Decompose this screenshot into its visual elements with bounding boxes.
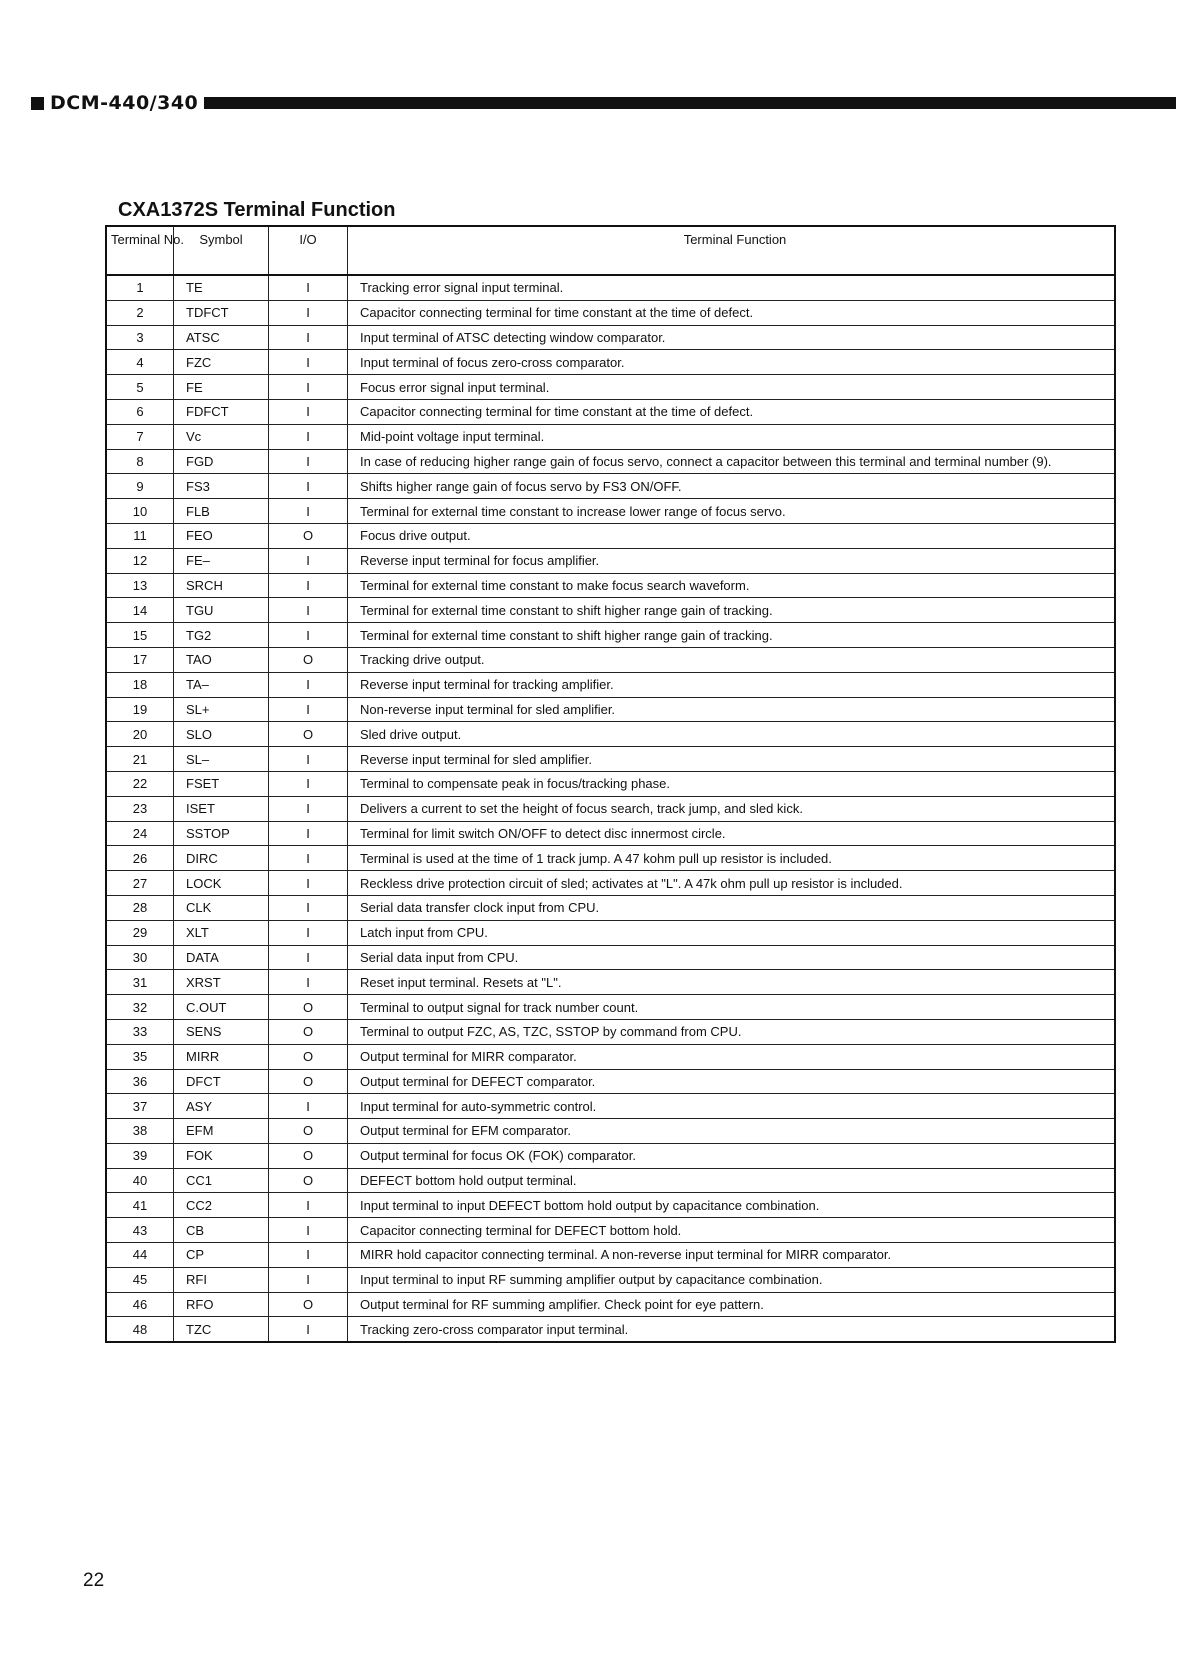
table-row — [106, 895, 1115, 920]
cell-function: Shifts higher range gain of focus servo by FS3 ON/OFF. — [348, 474, 1116, 499]
cell-io: O — [269, 722, 348, 747]
cell-terminal-no: 9 — [106, 474, 174, 499]
terminal-function-table — [105, 225, 1116, 1343]
table-row — [106, 1218, 1115, 1243]
cell-function: Mid-point voltage input terminal. — [348, 424, 1116, 449]
cell-function: Output terminal for RF summing amplifier. Check point for eye pattern. — [348, 1292, 1116, 1317]
cell-io: I — [269, 1218, 348, 1243]
cell-symbol: EFM — [174, 1119, 269, 1144]
cell-function: Output terminal for MIRR comparator. — [348, 1044, 1116, 1069]
table-row — [106, 275, 1115, 300]
table-row — [106, 920, 1115, 945]
table-row — [106, 1119, 1115, 1144]
cell-io: I — [269, 1317, 348, 1342]
cell-io: I — [269, 548, 348, 573]
column-header-function: Terminal Function — [348, 226, 1116, 275]
cell-symbol: LOCK — [174, 871, 269, 896]
cell-terminal-no: 10 — [106, 499, 174, 524]
cell-io: O — [269, 995, 348, 1020]
cell-io: O — [269, 1019, 348, 1044]
cell-io: I — [269, 399, 348, 424]
cell-io: I — [269, 970, 348, 995]
cell-terminal-no: 18 — [106, 672, 174, 697]
cell-terminal-no: 41 — [106, 1193, 174, 1218]
cell-symbol: CLK — [174, 895, 269, 920]
table-row — [106, 523, 1115, 548]
cell-terminal-no: 46 — [106, 1292, 174, 1317]
cell-io: O — [269, 1168, 348, 1193]
cell-function: Terminal for external time constant to make focus search waveform. — [348, 573, 1116, 598]
table-row — [106, 375, 1115, 400]
table-row — [106, 995, 1115, 1020]
table-row — [106, 1193, 1115, 1218]
cell-function: Delivers a current to set the height of focus search, track jump, and sled kick. — [348, 796, 1116, 821]
cell-io: I — [269, 1193, 348, 1218]
cell-symbol: FGD — [174, 449, 269, 474]
cell-function: Reckless drive protection circuit of sled; activates at "L". A 47k ohm pull up resistor is included. — [348, 871, 1116, 896]
table-row — [106, 1267, 1115, 1292]
table-row — [106, 424, 1115, 449]
cell-terminal-no: 38 — [106, 1119, 174, 1144]
cell-terminal-no: 32 — [106, 995, 174, 1020]
cell-symbol: TGU — [174, 598, 269, 623]
cell-terminal-no: 28 — [106, 895, 174, 920]
cell-terminal-no: 13 — [106, 573, 174, 598]
cell-terminal-no: 21 — [106, 747, 174, 772]
cell-io: I — [269, 499, 348, 524]
cell-io: I — [269, 871, 348, 896]
cell-function: Terminal for external time constant to shift higher range gain of tracking. — [348, 623, 1116, 648]
cell-terminal-no: 8 — [106, 449, 174, 474]
cell-function: Output terminal for EFM comparator. — [348, 1119, 1116, 1144]
table-row — [106, 548, 1115, 573]
cell-function: Terminal for external time constant to shift higher range gain of tracking. — [348, 598, 1116, 623]
table-row — [106, 499, 1115, 524]
cell-terminal-no: 14 — [106, 598, 174, 623]
cell-terminal-no: 20 — [106, 722, 174, 747]
cell-function: Serial data input from CPU. — [348, 945, 1116, 970]
cell-io: I — [269, 846, 348, 871]
cell-terminal-no: 39 — [106, 1143, 174, 1168]
cell-symbol: SSTOP — [174, 821, 269, 846]
cell-terminal-no: 35 — [106, 1044, 174, 1069]
cell-terminal-no: 29 — [106, 920, 174, 945]
table-row — [106, 846, 1115, 871]
cell-symbol: FEO — [174, 523, 269, 548]
cell-function: Terminal to compensate peak in focus/tracking phase. — [348, 771, 1116, 796]
cell-io: I — [269, 895, 348, 920]
cell-symbol: TA– — [174, 672, 269, 697]
cell-terminal-no: 45 — [106, 1267, 174, 1292]
cell-terminal-no: 7 — [106, 424, 174, 449]
cell-io: I — [269, 350, 348, 375]
cell-terminal-no: 30 — [106, 945, 174, 970]
cell-terminal-no: 6 — [106, 399, 174, 424]
cell-function: Tracking drive output. — [348, 647, 1116, 672]
cell-function: Reverse input terminal for sled amplifier. — [348, 747, 1116, 772]
cell-symbol: FE — [174, 375, 269, 400]
cell-symbol: FE– — [174, 548, 269, 573]
table-row — [106, 796, 1115, 821]
cell-function: Capacitor connecting terminal for time constant at the time of defect. — [348, 300, 1116, 325]
cell-symbol: TG2 — [174, 623, 269, 648]
table-header-row — [106, 226, 1115, 275]
cell-function: Reverse input terminal for tracking amplifier. — [348, 672, 1116, 697]
cell-terminal-no: 40 — [106, 1168, 174, 1193]
cell-symbol: TE — [174, 275, 269, 300]
cell-function: Focus drive output. — [348, 523, 1116, 548]
cell-function: Terminal for limit switch ON/OFF to detect disc innermost circle. — [348, 821, 1116, 846]
cell-symbol: FDFCT — [174, 399, 269, 424]
cell-symbol: FLB — [174, 499, 269, 524]
cell-io: O — [269, 647, 348, 672]
table-row — [106, 945, 1115, 970]
table-row — [106, 350, 1115, 375]
cell-function: Input terminal to input DEFECT bottom hold output by capacitance combination. — [348, 1193, 1116, 1218]
table-row — [106, 598, 1115, 623]
cell-io: I — [269, 598, 348, 623]
cell-symbol: ASY — [174, 1094, 269, 1119]
cell-symbol: TAO — [174, 647, 269, 672]
cell-symbol: DFCT — [174, 1069, 269, 1094]
table-row — [106, 697, 1115, 722]
cell-terminal-no: 2 — [106, 300, 174, 325]
cell-symbol: SENS — [174, 1019, 269, 1044]
cell-io: I — [269, 474, 348, 499]
cell-symbol: CC1 — [174, 1168, 269, 1193]
cell-io: I — [269, 821, 348, 846]
cell-function: Input terminal of ATSC detecting window comparator. — [348, 325, 1116, 350]
table-row — [106, 1292, 1115, 1317]
cell-function: DEFECT bottom hold output terminal. — [348, 1168, 1116, 1193]
cell-symbol: SL– — [174, 747, 269, 772]
table-row — [106, 1069, 1115, 1094]
cell-terminal-no: 19 — [106, 697, 174, 722]
cell-function: Serial data transfer clock input from CPU. — [348, 895, 1116, 920]
table-row — [106, 722, 1115, 747]
header-square-marker — [31, 97, 44, 110]
cell-function: MIRR hold capacitor connecting terminal. A non-reverse input terminal for MIRR comparator. — [348, 1243, 1116, 1268]
table-row — [106, 647, 1115, 672]
cell-io: I — [269, 275, 348, 300]
table-row — [106, 325, 1115, 350]
table-row — [106, 1168, 1115, 1193]
cell-terminal-no: 23 — [106, 796, 174, 821]
page-header — [31, 92, 1176, 114]
cell-io: O — [269, 1143, 348, 1168]
table-row — [106, 672, 1115, 697]
cell-terminal-no: 33 — [106, 1019, 174, 1044]
page-number: 22 — [83, 1570, 105, 1591]
table-row — [106, 623, 1115, 648]
cell-symbol: XRST — [174, 970, 269, 995]
cell-function: Reset input terminal. Resets at "L". — [348, 970, 1116, 995]
cell-io: I — [269, 424, 348, 449]
cell-function: Terminal for external time constant to increase lower range of focus servo. — [348, 499, 1116, 524]
cell-io: I — [269, 325, 348, 350]
cell-terminal-no: 27 — [106, 871, 174, 896]
table-row — [106, 1044, 1115, 1069]
cell-terminal-no: 44 — [106, 1243, 174, 1268]
header-model-name: DCM-440/340 — [50, 91, 199, 114]
table-row — [106, 300, 1115, 325]
cell-terminal-no: 17 — [106, 647, 174, 672]
cell-symbol: DIRC — [174, 846, 269, 871]
cell-io: I — [269, 375, 348, 400]
table-body — [106, 275, 1115, 1342]
cell-symbol: ATSC — [174, 325, 269, 350]
table-row — [106, 747, 1115, 772]
cell-symbol: RFO — [174, 1292, 269, 1317]
cell-terminal-no: 24 — [106, 821, 174, 846]
cell-io: O — [269, 1119, 348, 1144]
cell-function: Input terminal for auto-symmetric control. — [348, 1094, 1116, 1119]
cell-function: Output terminal for DEFECT comparator. — [348, 1069, 1116, 1094]
cell-function: Latch input from CPU. — [348, 920, 1116, 945]
cell-io: I — [269, 672, 348, 697]
cell-io: I — [269, 573, 348, 598]
table-row — [106, 1317, 1115, 1342]
cell-function: Input terminal of focus zero-cross comparator. — [348, 350, 1116, 375]
cell-io: I — [269, 1094, 348, 1119]
table-title: CXA1372S Terminal Function — [118, 199, 396, 221]
cell-symbol: FOK — [174, 1143, 269, 1168]
cell-function: In case of reducing higher range gain of focus servo, connect a capacitor between this terminal and terminal number (9). — [348, 449, 1116, 474]
cell-io: I — [269, 945, 348, 970]
cell-symbol: FZC — [174, 350, 269, 375]
cell-function: Terminal to output FZC, AS, TZC, SSTOP by command from CPU. — [348, 1019, 1116, 1044]
column-header-symbol: Symbol — [174, 226, 269, 275]
cell-io: I — [269, 920, 348, 945]
cell-symbol: CC2 — [174, 1193, 269, 1218]
table-row — [106, 399, 1115, 424]
cell-function: Non-reverse input terminal for sled amplifier. — [348, 697, 1116, 722]
table-row — [106, 449, 1115, 474]
cell-symbol: ISET — [174, 796, 269, 821]
cell-symbol: SLO — [174, 722, 269, 747]
cell-function: Tracking error signal input terminal. — [348, 275, 1116, 300]
cell-symbol: FS3 — [174, 474, 269, 499]
cell-symbol: RFI — [174, 1267, 269, 1292]
cell-io: I — [269, 300, 348, 325]
cell-function: Output terminal for focus OK (FOK) comparator. — [348, 1143, 1116, 1168]
cell-io: I — [269, 449, 348, 474]
cell-function: Capacitor connecting terminal for DEFECT bottom hold. — [348, 1218, 1116, 1243]
cell-symbol: XLT — [174, 920, 269, 945]
cell-terminal-no: 5 — [106, 375, 174, 400]
cell-io: I — [269, 697, 348, 722]
cell-terminal-no: 22 — [106, 771, 174, 796]
cell-terminal-no: 15 — [106, 623, 174, 648]
cell-symbol: CB — [174, 1218, 269, 1243]
table-row — [106, 1243, 1115, 1268]
cell-io: I — [269, 747, 348, 772]
cell-symbol: FSET — [174, 771, 269, 796]
table-row — [106, 1019, 1115, 1044]
column-header-terminal: Terminal No. — [106, 226, 174, 275]
cell-terminal-no: 48 — [106, 1317, 174, 1342]
cell-terminal-no: 36 — [106, 1069, 174, 1094]
cell-function: Capacitor connecting terminal for time constant at the time of defect. — [348, 399, 1116, 424]
cell-terminal-no: 1 — [106, 275, 174, 300]
cell-terminal-no: 26 — [106, 846, 174, 871]
table-row — [106, 573, 1115, 598]
cell-io: O — [269, 1044, 348, 1069]
cell-symbol: Vc — [174, 424, 269, 449]
cell-symbol: SRCH — [174, 573, 269, 598]
cell-io: I — [269, 1243, 348, 1268]
cell-function: Terminal to output signal for track number count. — [348, 995, 1116, 1020]
cell-symbol: C.OUT — [174, 995, 269, 1020]
cell-terminal-no: 43 — [106, 1218, 174, 1243]
table-row — [106, 474, 1115, 499]
cell-io: I — [269, 796, 348, 821]
cell-io: O — [269, 1069, 348, 1094]
column-header-io: I/O — [269, 226, 348, 275]
cell-io: I — [269, 623, 348, 648]
cell-terminal-no: 12 — [106, 548, 174, 573]
table-row — [106, 1143, 1115, 1168]
cell-terminal-no: 4 — [106, 350, 174, 375]
cell-terminal-no: 37 — [106, 1094, 174, 1119]
cell-symbol: TDFCT — [174, 300, 269, 325]
table-row — [106, 821, 1115, 846]
cell-io: O — [269, 523, 348, 548]
cell-function: Input terminal to input RF summing amplifier output by capacitance combination. — [348, 1267, 1116, 1292]
cell-symbol: MIRR — [174, 1044, 269, 1069]
table-row — [106, 1094, 1115, 1119]
cell-terminal-no: 11 — [106, 523, 174, 548]
cell-symbol: TZC — [174, 1317, 269, 1342]
table-row — [106, 970, 1115, 995]
header-rule — [204, 97, 1176, 109]
cell-io: I — [269, 1267, 348, 1292]
cell-io: I — [269, 771, 348, 796]
cell-function: Focus error signal input terminal. — [348, 375, 1116, 400]
cell-io: O — [269, 1292, 348, 1317]
cell-symbol: DATA — [174, 945, 269, 970]
cell-function: Sled drive output. — [348, 722, 1116, 747]
cell-terminal-no: 3 — [106, 325, 174, 350]
table-row — [106, 871, 1115, 896]
cell-function: Terminal is used at the time of 1 track jump. A 47 kohm pull up resistor is included. — [348, 846, 1116, 871]
cell-function: Tracking zero-cross comparator input terminal. — [348, 1317, 1116, 1342]
table-row — [106, 771, 1115, 796]
cell-symbol: SL+ — [174, 697, 269, 722]
cell-function: Reverse input terminal for focus amplifier. — [348, 548, 1116, 573]
cell-symbol: CP — [174, 1243, 269, 1268]
cell-terminal-no: 31 — [106, 970, 174, 995]
